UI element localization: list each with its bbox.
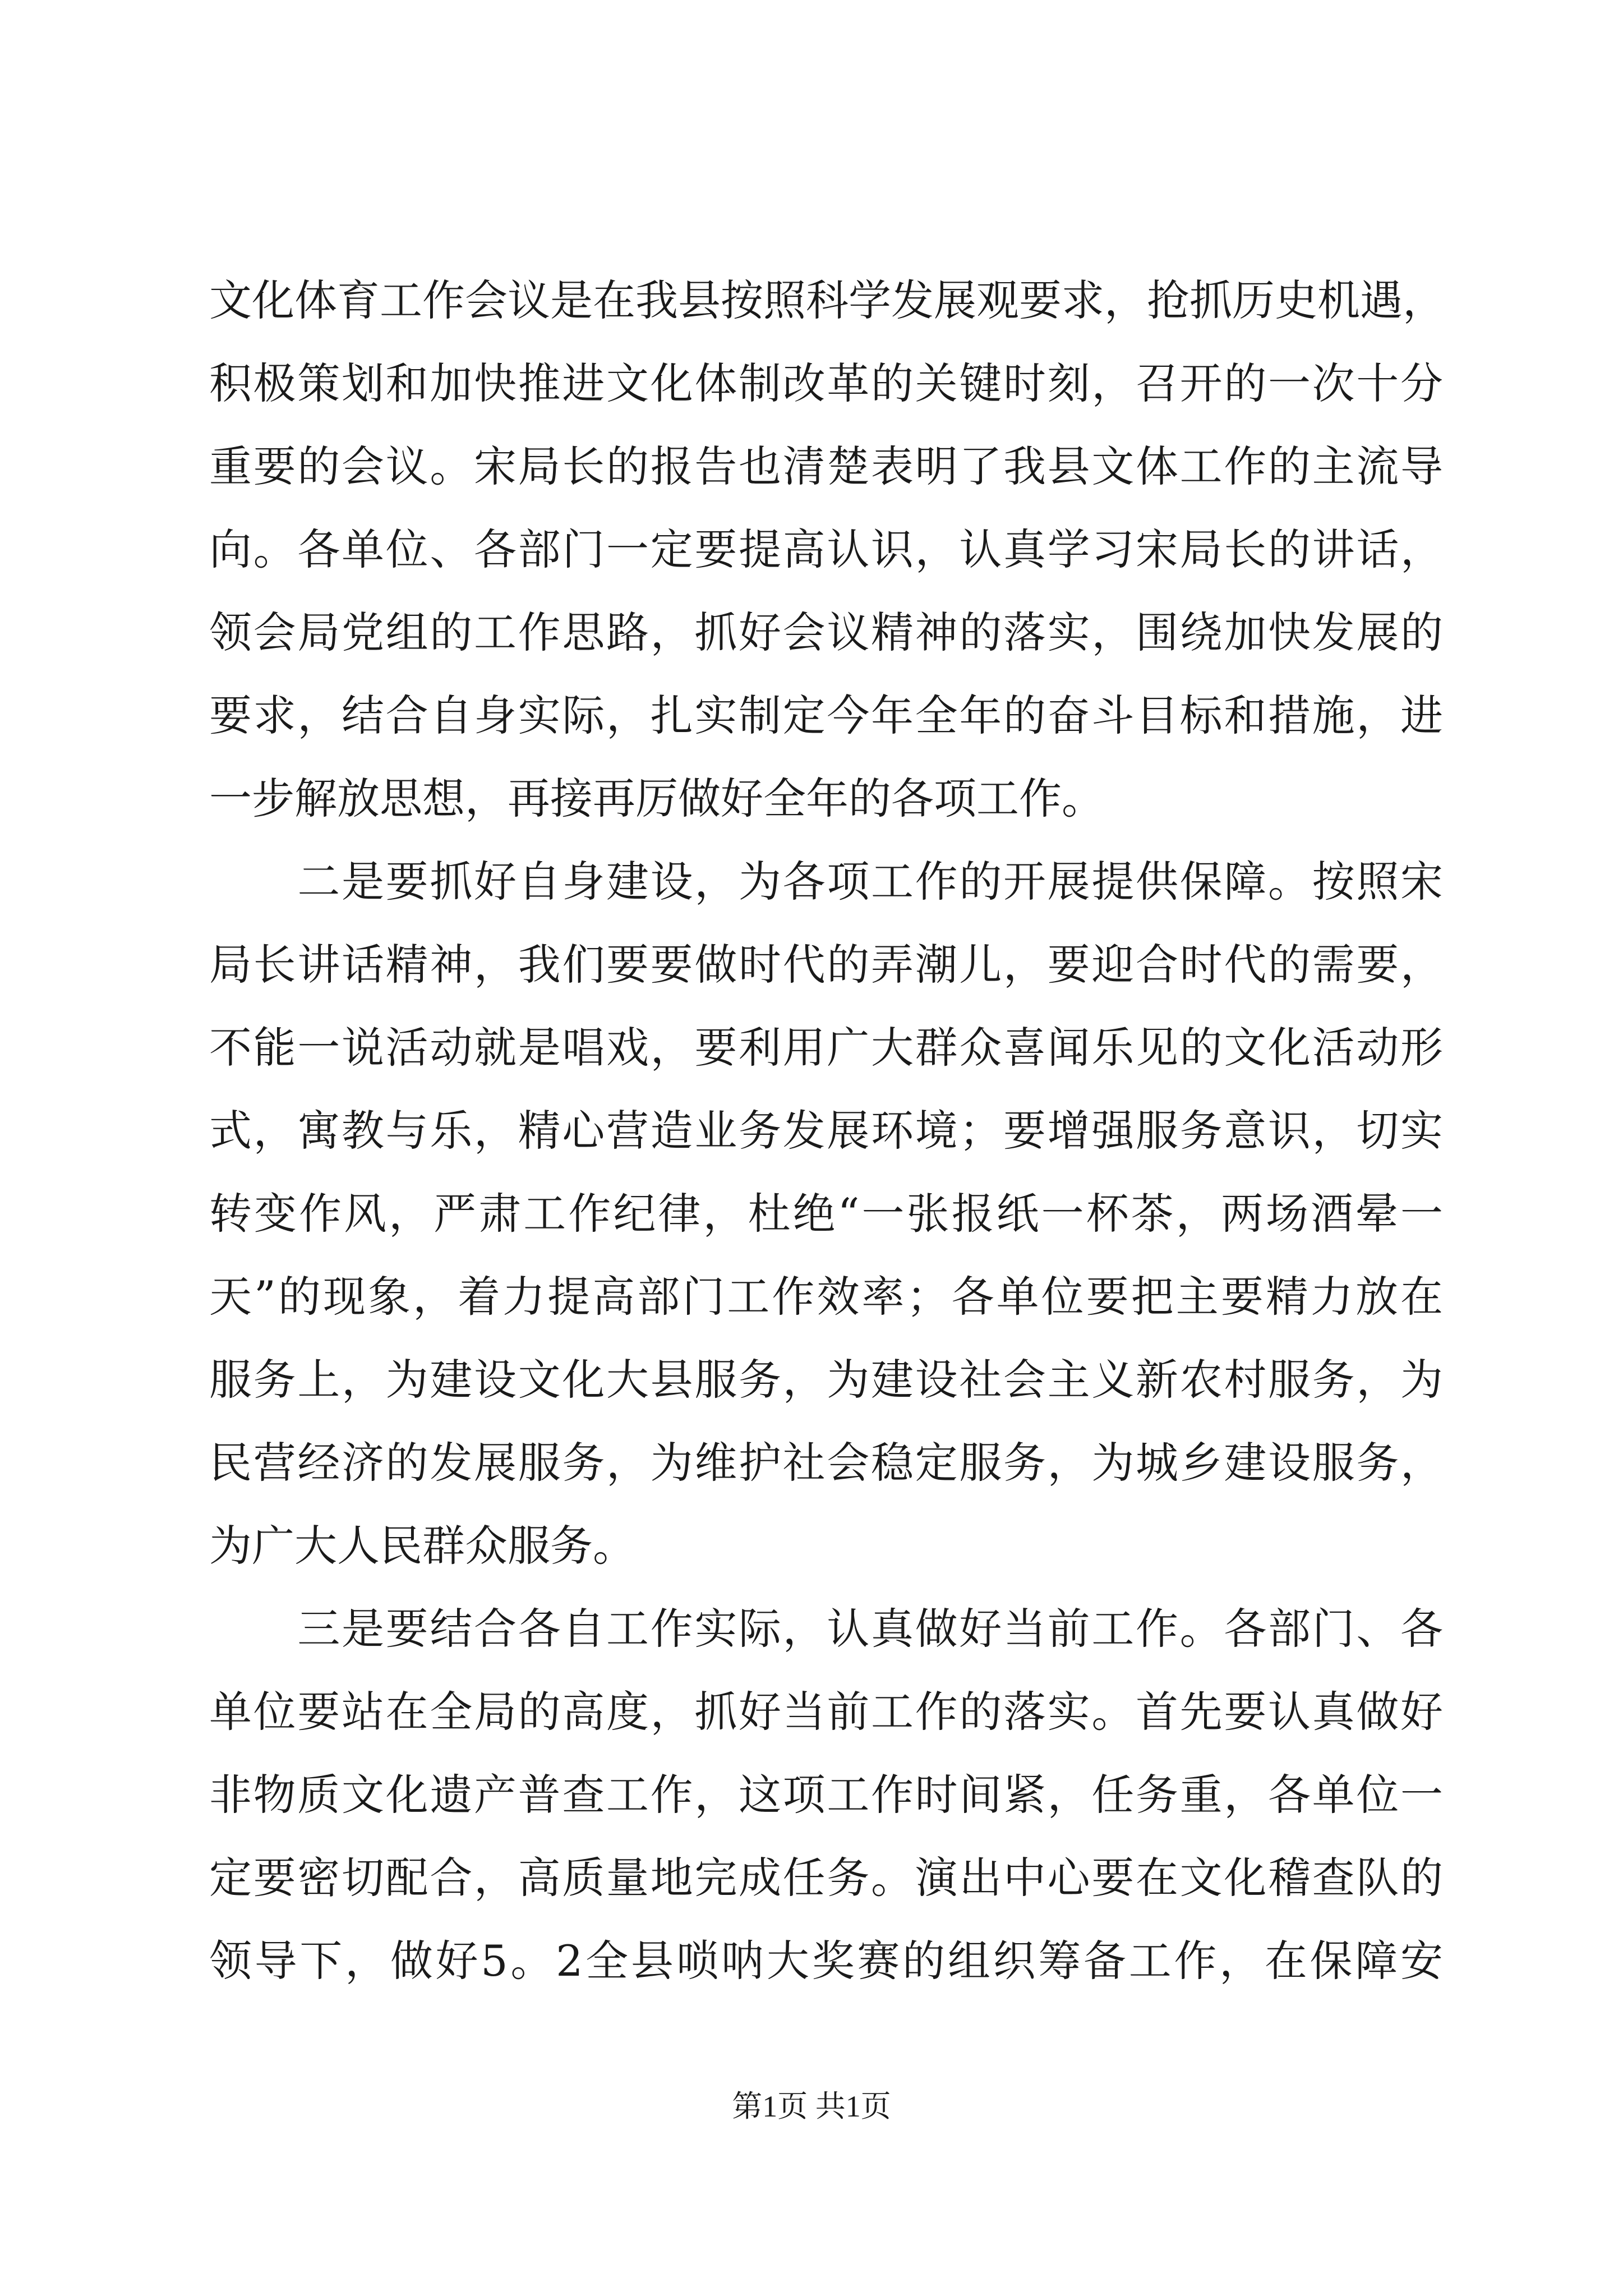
text-line: 民营经济的发展服务，为维护社会稳定服务，为城乡建设服务， bbox=[209, 1438, 1443, 1488]
text-line: 单位要站在全局的高度，抓好当前工作的落实。首先要认真做好 bbox=[209, 1687, 1443, 1737]
text-line: 转变作风，严肃工作纪律，杜绝“一张报纸一杯茶，两场酒晕一 bbox=[209, 1189, 1443, 1239]
text-line: 服务上，为建设文化大县服务，为建设社会主义新农村服务，为 bbox=[209, 1355, 1443, 1405]
body-text bbox=[209, 259, 1443, 2003]
text-line: 式，寓教与乐，精心营造业务发展环境；要增强服务意识，切实 bbox=[209, 1106, 1443, 1156]
text-line: 重要的会议。宋局长的报告也清楚表明了我县文体工作的主流导 bbox=[209, 441, 1443, 491]
text-line: 定要密切配合，高质量地完成任务。演出中心要在文化稽查队的 bbox=[209, 1853, 1443, 1903]
text-line: 积极策划和加快推进文化体制改革的关键时刻，召开的一次十分 bbox=[209, 358, 1443, 408]
text-line: 向。各单位、各部门一定要提高认识，认真学习宋局长的讲话， bbox=[209, 524, 1443, 574]
text-line: 要求，结合自身实际，扎实制定今年全年的奋斗目标和措施，进 bbox=[209, 691, 1443, 740]
page-footer: 第1页 共1页 bbox=[732, 2090, 891, 2123]
text-line: 领导下，做好5。2全县唢呐大奖赛的组织筹备工作，在保障安 bbox=[209, 1936, 1443, 1986]
text-line: 一步解放思想，再接再厉做好全年的各项工作。 bbox=[209, 774, 1104, 823]
text-line: 局长讲话精神，我们要要做时代的弄潮儿，要迎合时代的需要， bbox=[209, 940, 1443, 990]
text-line: 天”的现象，着力提高部门工作效率；各单位要把主要精力放在 bbox=[209, 1272, 1443, 1322]
text-line: 三是要结合各自工作实际，认真做好当前工作。各部门、各 bbox=[209, 1604, 1443, 1654]
text-line: 非物质文化遗产普查工作，这项工作时间紧，任务重，各单位一 bbox=[209, 1770, 1443, 1820]
text-line: 不能一说活动就是唱戏，要利用广大群众喜闻乐见的文化活动形 bbox=[209, 1023, 1443, 1073]
text-line: 领会局党组的工作思路，抓好会议精神的落实，围绕加快发展的 bbox=[209, 608, 1443, 657]
text-line: 文化体育工作会议是在我县按照科学发展观要求，抢抓历史机遇， bbox=[209, 275, 1445, 325]
text-line: 二是要抓好自身建设，为各项工作的开展提供保障。按照宋 bbox=[209, 857, 1443, 907]
text-line: 为广大人民群众服务。 bbox=[209, 1521, 635, 1571]
